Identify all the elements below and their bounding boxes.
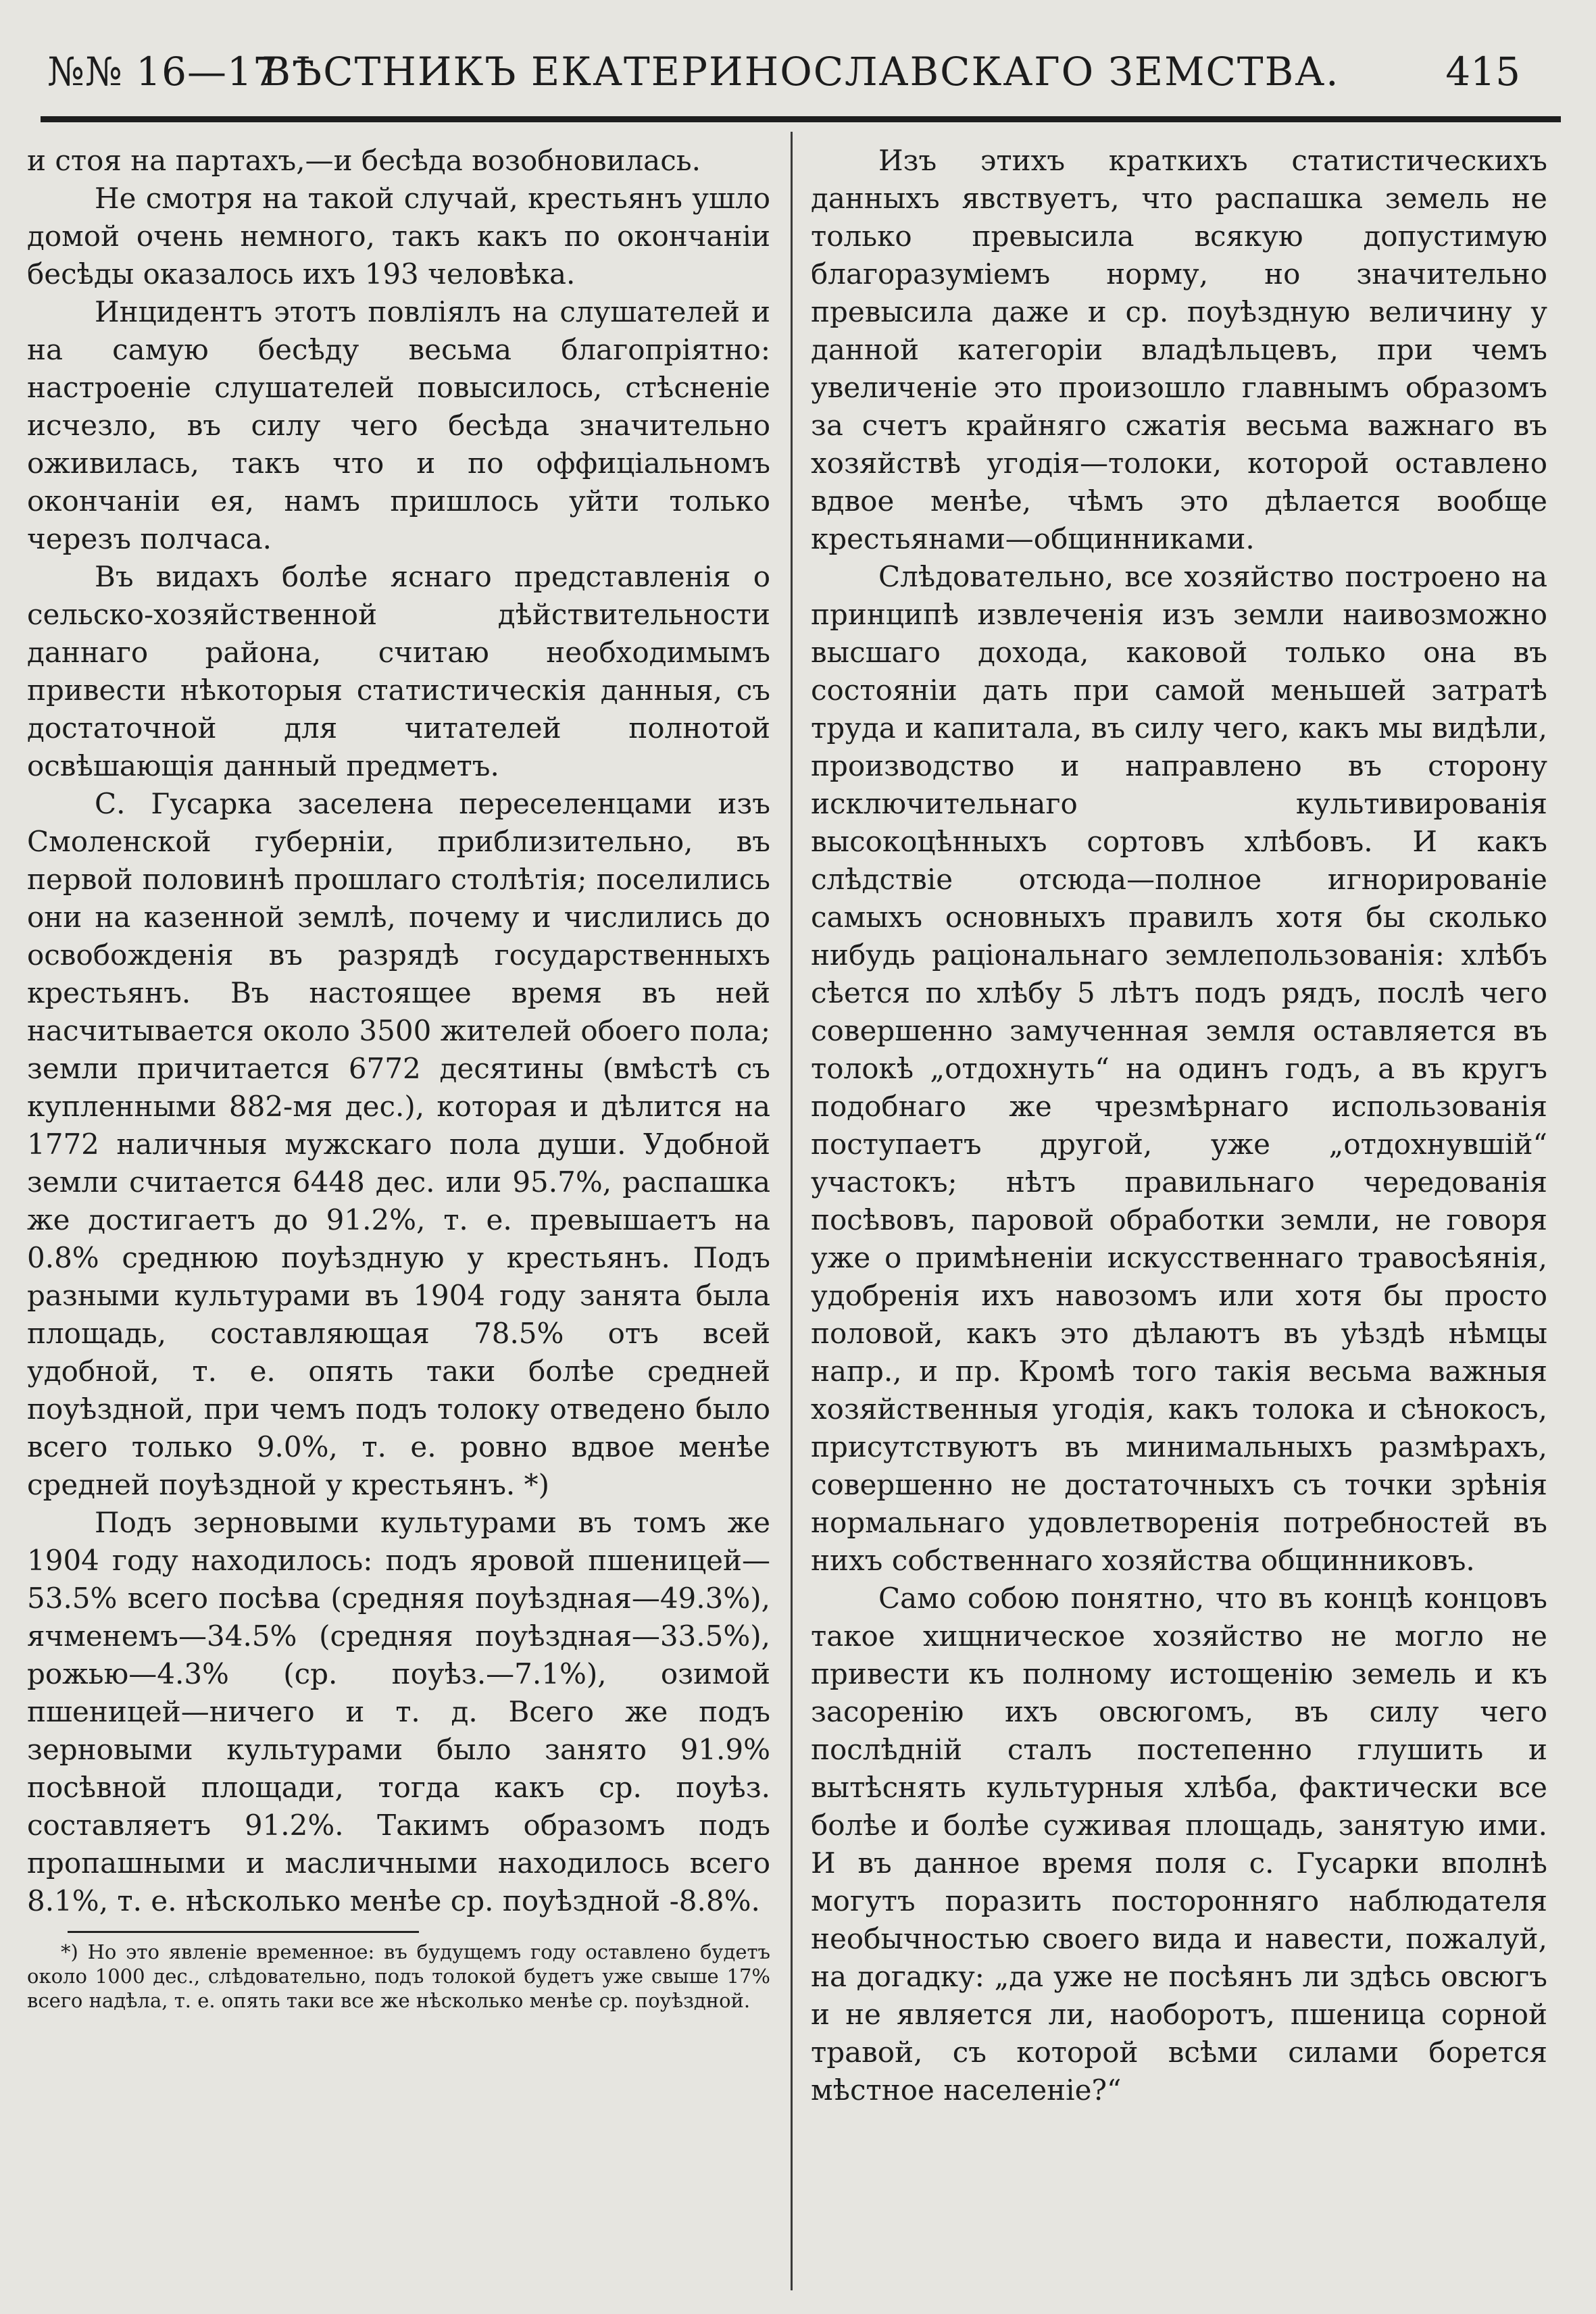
paragraph: и стоя на партахъ,—и бесѣда возобновилась.: [27, 144, 701, 177]
paragraph: Въ видахъ болѣе яснаго представленія о сельско-хозяйственной дѣйствительности даннаго района, считаю необходимымъ привести нѣкоторыя статистическія данныя, съ достаточной для читателей полнотой освѣшающія данный предметъ.: [27, 560, 770, 782]
paragraph: Изъ этихъ краткихъ статистическихъ данныхъ явствуетъ, что распашка земель не только превысила всякую допустимую благоразуміемъ норму, но значительно превысила даже и ср. поуѣздную величину у данной категоріи владѣльцевъ, при чемъ увеличеніе это произошло главнымъ образомъ за счетъ крайняго сжатія весьма важнаго въ хозяйствѣ угодія—толоки, которой оставлено вдвое менѣе, чѣмъ это дѣлается вообще крестьянами—общинниками.: [811, 144, 1547, 555]
page-number: 415: [1445, 49, 1520, 95]
running-head: [41, 41, 1561, 115]
paragraph: Не смотря на такой случай, крестьянъ ушло домой очень немного, такъ какъ по окончаніи бесѣды оказалось ихъ 193 человѣка.: [27, 182, 770, 291]
journal-title: ВѢСТНИКЪ ЕКАТЕРИНОСЛАВСКАГО ЗЕМСТВА.: [261, 49, 1340, 95]
paragraph: Слѣдовательно, все хозяйство построено на принципѣ извлеченія изъ земли наивозможно высшаго дохода, каковой только она въ состояніи дать при самой меньшей затратѣ труда и капитала, въ силу чего, какъ мы видѣли, производство и направлено въ сторону исключительнаго культивированія высокоцѣнныхъ сортовъ хлѣбовъ. И какъ слѣдствіе отсюда—полное игнорированіе самыхъ основныхъ правилъ хотя бы сколько нибудь раціональнаго землепользованія: хлѣбъ сѣется по хлѣбу 5 лѣтъ подъ рядъ, послѣ чего совершенно замученная земля оставляется въ толокѣ „отдохнуть“ на одинъ годъ, а въ кругъ подобнаго же чрезмѣрнаго использованія поступаетъ другой, уже „отдохнувшій“ участокъ; нѣтъ правильнаго чередованія посѣвовъ, паровой обработки земли, не говоря уже о примѣненіи искусственнаго травосѣянія, удобренія ихъ навозомъ или хотя бы просто половой, какъ это дѣлаютъ въ уѣздѣ нѣмцы напр., и пр. Кромѣ того такія весьма важныя хозяйственныя угодія, какъ толока и сѣнокосъ, присутствуютъ въ минимальныхъ размѣрахъ, совершенно не достаточныхъ съ точки зрѣнія нормальнаго удовлетворенія потребностей въ нихъ собственнаго хозяйства общинниковъ.: [811, 560, 1547, 1577]
column-divider: [791, 132, 793, 2290]
paragraph: Подъ зерновыми культурами въ томъ же 1904 году находилось: подъ яровой пшеницей—53.5% всего посѣва (средняя поуѣздная—49.3%), ячменемъ—34.5% (средняя поуѣздная—33.5%), рожью—4.3% (ср. поуѣз.—7.1%), озимой пшеницей—ничего и т. д. Всего же подъ зерновыми культурами было занято 91.9% посѣвной площади, тогда какъ ср. поуѣз. составляетъ 91.2%. Такимъ образомъ подъ пропашными и масличными находилось всего 8.1%, т. е. нѣсколько менѣе ср. поуѣздной -8.8%.: [27, 1506, 770, 1917]
paragraph: С. Гусарка заселена переселенцами изъ Смоленской губерніи, приблизительно, въ первой половинѣ прошлаго столѣтія; поселились они на казенной землѣ, почему и числились до освобожденія въ разрядѣ государственныхъ крестьянъ. Въ настоящее время въ ней насчитывается около 3500 жителей обоего пола; земли причитается 6772 десятины (вмѣстѣ съ купленными 882-мя дес.), которая и дѣлится на 1772 наличныя мужскаго пола души. Удобной земли считается 6448 дес. или 95.7%, распашка же достигаетъ до 91.2%, т. е. превышаетъ на 0.8% среднюю поуѣздную у крестьянъ. Подъ разными культурами въ 1904 году занята была площадь, составляющая 78.5% отъ всей удобной, т. е. опять таки болѣе средней поуѣздной, при чемъ подъ толоку отведено было всего только 9.0%, т. е. ровно вдвое менѣе средней поуѣздной у крестьянъ. *): [27, 787, 770, 1501]
right-column: [811, 142, 1547, 2109]
issue-number: №№ 16—17: [47, 49, 278, 95]
footnote: *) Но это явленіе временное: въ будущемъ году оставлено будетъ около 1000 дес., слѣдовательно, подъ толокой будетъ уже свыше 17% всего надѣла, т. е. опять таки все же нѣсколько менѣе ср. поуѣздной.: [27, 1940, 770, 2012]
paragraph: Инцидентъ этотъ повліялъ на слушателей и на самую бесѣду весьма благопріятно: настроеніе слушателей повысилось, стѣсненіе исчезло, въ силу чего бесѣда значительно оживилась, такъ что и по оффиціальномъ окончаніи ея, намъ пришлось уйти только черезъ полчаса.: [27, 295, 770, 555]
footnote-rule: [68, 1931, 419, 1933]
left-column: [27, 142, 770, 2013]
paragraph: Само собою понятно, что въ концѣ концовъ такое хищническое хозяйство не могло не привести къ полному истощенію земель и къ засоренію ихъ овсюгомъ, въ силу чего послѣдній сталъ постепенно глушить и вытѣснять культурныя хлѣба, фактически все болѣе и болѣе суживая площадь, занятую ими. И въ данное время поля с. Гусарки вполнѣ могутъ поразить посторонняго наблюдателя необычностью своего вида и навести, пожалуй, на догадку: „да уже не посѣянъ ли здѣсь овсюгъ и не является ли, наоборотъ, пшеница сорной травой, съ которой всѣми силами борется мѣстное населеніе?“: [811, 1582, 1547, 2107]
header-rule: [41, 116, 1561, 122]
